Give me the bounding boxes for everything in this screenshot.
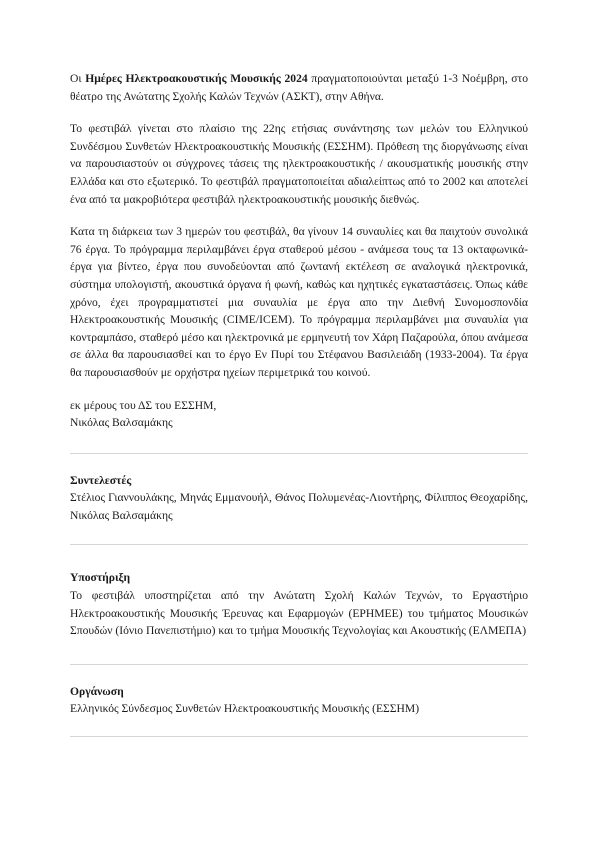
- intro-bold-title: Ημέρες Ηλεκτροακουστικής Μουσικής 2024: [85, 72, 308, 85]
- section-organization: [70, 665, 528, 736]
- signature-line-1: εκ μέρους του ΔΣ του ΕΣΣΗΜ,: [70, 398, 217, 412]
- intro-paragraph: Οι Ημέρες Ηλεκτροακουστικής Μουσικής 2024 πραγματοποιούνται μεταξύ 1-3 Νοέμβρη, στο θέατρο της Ανώτατης Σχολής Καλών Τεχνών (ΑΣΚΤ), στην Αθήνα.: [70, 72, 529, 103]
- section-body: Το φεστιβάλ υποστηρίζεται από την Ανώτατη Σχολή Καλών Τεχνών, το Εργαστήριο Ηλεκτροακουστικής Μουσικής Έρευνας και Εφαρμογών (ΕΡΗΜΕΕ) του τμήματος Μουσικών Σπουδών (Ιόνιο Πανεπιστήμιο) και το τμήμα Μουσικής Τεχνολογίας και Ακουστικής (ΕΛΜΕΠΑ): [70, 589, 528, 638]
- section-body: Ελληνικός Σύνδεσμος Συνθετών Ηλεκτροακουστικής Μουσικής (ΕΣΣΗΜ): [70, 702, 420, 716]
- signature-name: Νικόλας Βαλσαμάκης: [70, 416, 173, 430]
- festival-context-paragraph: Το φεστιβάλ γίνεται στο πλαίσιο της 22ης ετήσιας συνάντησης των μελών του Ελληνικού Συνδέσμου Συνθετών Ηλεκτροακουστικής Μουσικής (ΕΣΣΗΜ). Πρόθεση της διοργάνωσης είναι να παρουσιαστούν οι σύγχρονες τάσεις της ηλεκτροακουστικής / ακουσματικής μουσικής στην Ελλάδα και στο εξωτερικό. Το φεστιβάλ πραγματοποιείται αδιαλείπτως από το 2002 και αποτελεί ένα από τα μακροβιότερα φεστιβάλ ηλεκτροακουστικής μουσικής διεθνώς.: [70, 122, 528, 206]
- divider: [70, 736, 528, 737]
- section-title: Οργάνωση: [70, 684, 124, 698]
- section-support: [70, 545, 528, 663]
- section-contributors: [70, 454, 528, 545]
- section-title: Υποστήριξη: [70, 571, 131, 585]
- section-title: Συντελεστές: [70, 473, 132, 487]
- section-body: Στέλιος Γιαννουλάκης, Μηνάς Εμμανουήλ, Θάνος Πολυμενέας-Λιοντήρης, Φίλιππος Θεοχαρίδης, Νικόλας Βαλσαμάκης: [70, 491, 528, 522]
- festival-program-paragraph: Κατα τη διάρκεια των 3 ημερών του φεστιβάλ, θα γίνουν 14 συναυλίες και θα παιχτούν συνολικά 76 έργα. Το πρόγραμμα περιλαμβάνει έργα σταθερού μέσου - ανάμεσα τους τα 13 οκταφωνικά- έργα για βίντεο, έργα που συνοδεύονται από ζωντανή εκτέλεση σε αναλογικά ηλεκτρονικά, σύστημα υπολογιστή, ακουστικά όργανα ή φωνή, καθώς και ηχητικές εγκαταστάσεις. Όπως κάθε χρόνο, έχει προγραμματιστεί μια συναυλία με έργα απο την Διεθνή Συνομοσπονδία Ηλεκτροακουστικής Μουσικής (CIME/ICEM). Το πρόγραμμα περιλαμβάνει μια συναυλία για κοντραμπάσο, σταθερό μέσο και ηλεκτρονικά με ερμηνευτή τον Χάρη Παζαρούλα, όπου ανάμεσα σε άλλα θα παρουσιασθεί και το έργο Εν Πυρί του Στέφανου Βασιλειάδη (1933-2004). Τα έργα θα παρουσιασθούν με ορχήστρα ηχείων περιμετρικά του κοινού.: [70, 225, 528, 379]
- page-content: [70, 70, 528, 737]
